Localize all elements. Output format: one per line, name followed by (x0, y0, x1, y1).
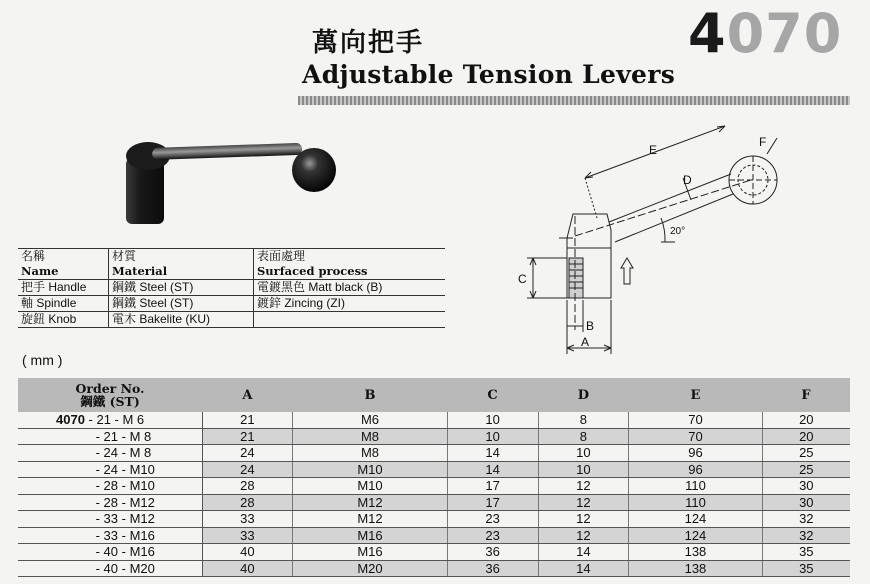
order-suffix: - 40 - M20 (92, 560, 155, 576)
materials-cell (254, 312, 446, 328)
value-cell-e: 70 (629, 428, 762, 445)
value-cell-a: 40 (202, 544, 293, 561)
order-suffix: - 24 - M 8 (92, 445, 152, 461)
value-cell-a: 21 (202, 412, 293, 428)
table-row (18, 494, 850, 511)
value-cell-a: 24 (202, 461, 293, 478)
header-col-b: B (293, 378, 447, 412)
order-number-cell (18, 527, 202, 544)
arrow-up-icon (621, 258, 633, 284)
value-cell-c: 17 (447, 494, 538, 511)
table-row (18, 478, 850, 495)
dim-label-c: C (518, 272, 527, 286)
table-row (18, 461, 850, 478)
dimensions-body (18, 412, 850, 577)
value-cell-f: 20 (762, 412, 850, 428)
header-col-d: D (538, 378, 629, 412)
value-cell-e: 70 (629, 412, 762, 428)
title-underline (298, 96, 850, 105)
materials-cell: 鋼鐵 Steel (ST) (109, 280, 254, 296)
value-cell-d: 12 (538, 494, 629, 511)
value-cell-f: 35 (762, 544, 850, 561)
order-number-cell (18, 445, 202, 462)
value-cell-b: M8 (293, 445, 447, 462)
value-cell-a: 28 (202, 494, 293, 511)
value-cell-f: 25 (762, 461, 850, 478)
order-number-cell (18, 412, 202, 428)
order-number-cell (18, 478, 202, 495)
value-cell-c: 36 (447, 544, 538, 561)
materials-header-en (18, 264, 445, 280)
value-cell-e: 124 (629, 527, 762, 544)
value-cell-c: 23 (447, 527, 538, 544)
order-number-cell (18, 544, 202, 561)
value-cell-f: 32 (762, 511, 850, 528)
order-suffix: - 33 - M16 (92, 527, 155, 543)
dim-label-b: B (586, 319, 595, 333)
value-cell-a: 28 (202, 478, 293, 495)
dim-label-angle: 20° (670, 226, 686, 237)
title-chinese: 萬向把手 (312, 28, 425, 58)
value-cell-c: 23 (447, 511, 538, 528)
dimensions-table (18, 378, 850, 577)
header-col-c: C (447, 378, 538, 412)
drawing-arm-top (609, 174, 731, 222)
order-number-cell (18, 511, 202, 528)
value-cell-d: 12 (538, 511, 629, 528)
materials-header-name-en: Name (18, 264, 109, 280)
header-order-no (18, 378, 202, 412)
materials-cell: 鍍鋅 Zincing (ZI) (254, 296, 446, 312)
header-col-e: E (629, 378, 762, 412)
materials-cell: 軸 Spindle (18, 296, 109, 312)
materials-row (18, 296, 445, 312)
table-row (18, 527, 850, 544)
order-prefix: 4070 (56, 412, 85, 428)
header-col-a: A (202, 378, 293, 412)
title-english: Adjustable Tension Levers (302, 60, 676, 89)
materials-header-material-en: Material (109, 264, 254, 280)
materials-row (18, 280, 445, 296)
dim-label-a: A (581, 335, 590, 349)
value-cell-e: 124 (629, 511, 762, 528)
value-cell-b: M16 (293, 527, 447, 544)
value-cell-d: 12 (538, 527, 629, 544)
materials-cell: 旋鈕 Knob (18, 312, 109, 328)
value-cell-f: 35 (762, 560, 850, 577)
materials-cell: 電鍍黑色 Matt black (B) (254, 280, 446, 296)
lever-photo (118, 130, 348, 230)
value-cell-d: 14 (538, 560, 629, 577)
lever-knob (292, 148, 336, 192)
value-cell-e: 138 (629, 544, 762, 561)
value-cell-a: 33 (202, 527, 293, 544)
value-cell-d: 8 (538, 428, 629, 445)
unit-label: ( mm ) (22, 352, 63, 368)
value-cell-e: 110 (629, 494, 762, 511)
materials-row (18, 312, 445, 328)
table-row (18, 544, 850, 561)
materials-header-process-en: Surfaced process (254, 264, 446, 280)
value-cell-c: 14 (447, 445, 538, 462)
product-code (688, 2, 842, 65)
value-cell-f: 20 (762, 428, 850, 445)
value-cell-b: M6 (293, 412, 447, 428)
value-cell-d: 10 (538, 445, 629, 462)
value-cell-f: 30 (762, 494, 850, 511)
table-row (18, 428, 850, 445)
value-cell-d: 8 (538, 412, 629, 428)
technical-drawing (515, 118, 790, 358)
table-row (18, 560, 850, 577)
value-cell-b: M12 (293, 511, 447, 528)
lever-arm (152, 143, 302, 160)
materials-header-process-zh: 表面處理 (254, 249, 446, 265)
value-cell-c: 10 (447, 428, 538, 445)
value-cell-d: 10 (538, 461, 629, 478)
header-order-en: Order No. (75, 381, 145, 396)
table-row (18, 445, 850, 462)
value-cell-c: 10 (447, 412, 538, 428)
materials-table (18, 248, 445, 328)
product-code-prefix: 4 (688, 2, 727, 65)
table-row (18, 412, 850, 428)
materials-cell: 電木 Bakelite (KU) (109, 312, 254, 328)
value-cell-a: 33 (202, 511, 293, 528)
value-cell-b: M12 (293, 494, 447, 511)
order-suffix: - 21 - M 8 (92, 428, 152, 444)
header-order-zh: 鋼鐵 (ST) (80, 394, 140, 409)
order-suffix: - 24 - M10 (92, 461, 155, 477)
product-code-suffix: 070 (726, 2, 843, 65)
table-row (18, 511, 850, 528)
dim-label-d: D (683, 173, 692, 187)
value-cell-e: 96 (629, 461, 762, 478)
value-cell-a: 24 (202, 445, 293, 462)
materials-header-zh (18, 249, 445, 265)
materials-header-name-zh: 名稱 (18, 249, 109, 265)
value-cell-b: M20 (293, 560, 447, 577)
order-suffix: - 28 - M12 (92, 494, 155, 510)
value-cell-c: 17 (447, 478, 538, 495)
value-cell-e: 110 (629, 478, 762, 495)
value-cell-c: 14 (447, 461, 538, 478)
value-cell-b: M10 (293, 461, 447, 478)
value-cell-c: 36 (447, 560, 538, 577)
value-cell-d: 14 (538, 544, 629, 561)
dim-label-e: E (649, 143, 658, 157)
value-cell-b: M8 (293, 428, 447, 445)
value-cell-d: 12 (538, 478, 629, 495)
order-suffix: - 33 - M12 (92, 511, 155, 527)
value-cell-f: 25 (762, 445, 850, 462)
value-cell-a: 40 (202, 560, 293, 577)
order-number-cell (18, 428, 202, 445)
order-number-cell (18, 560, 202, 577)
dim-label-f: F (759, 135, 767, 149)
order-suffix: - 40 - M16 (92, 544, 155, 560)
order-suffix: - 21 - M 6 (84, 412, 145, 428)
value-cell-f: 32 (762, 527, 850, 544)
order-suffix: - 28 - M10 (92, 478, 155, 494)
value-cell-a: 21 (202, 428, 293, 445)
header-col-f: F (762, 378, 850, 412)
value-cell-b: M10 (293, 478, 447, 495)
value-cell-e: 96 (629, 445, 762, 462)
materials-cell: 鋼鐵 Steel (ST) (109, 296, 254, 312)
dimensions-header-row (18, 378, 850, 412)
value-cell-e: 138 (629, 560, 762, 577)
value-cell-b: M16 (293, 544, 447, 561)
order-number-cell (18, 461, 202, 478)
value-cell-f: 30 (762, 478, 850, 495)
materials-header-material-zh: 材質 (109, 249, 254, 265)
materials-cell: 把手 Handle (18, 280, 109, 296)
order-number-cell (18, 494, 202, 511)
